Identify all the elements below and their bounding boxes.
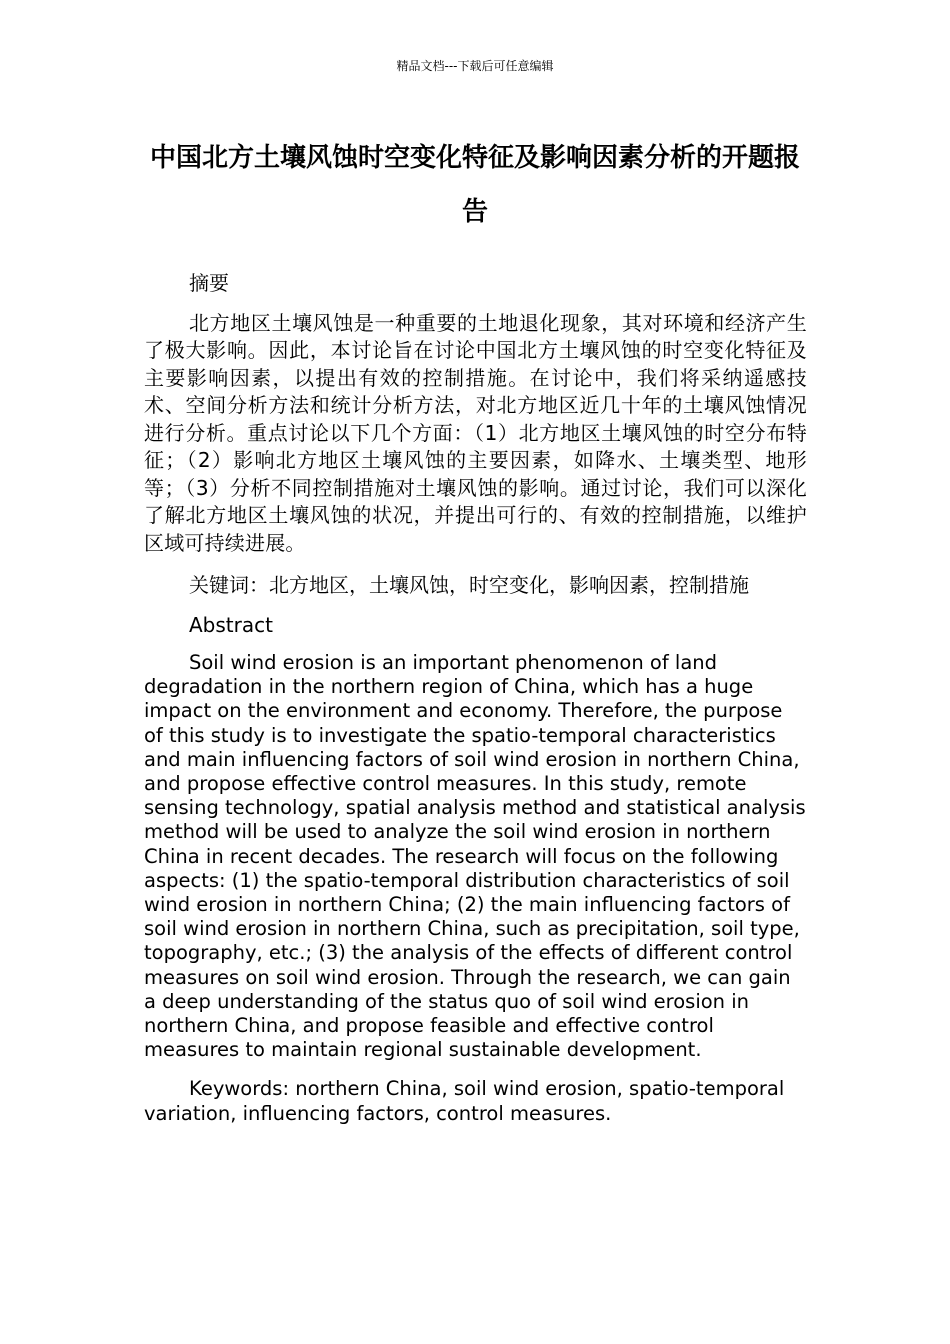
abstract-cn-paragraph: 北方地区土壤风蚀是一种重要的土地退化现象，其对环境和经济产生了极大影响。因此，本讨论旨在讨论中国北方土壤风蚀的时空变化特征及主要影响因素，以提出有效的控制措施。在讨论中，我们将采纳遥感技术、空间分析方法和统计分析方法，对北方地区近几十年的土壤风蚀情况进行分析。重点讨论以下几个方面：（1）北方地区土壤风蚀的时空分布特征；（2）影响北方地区土壤风蚀的主要因素，如降水、土壤类型、地形等；（3）分析不同控制措施对土壤风蚀的影响。通过讨论，我们可以深化了解北方地区土壤风蚀的状况，并提出可行的、有效的控制措施，以维护区域可持续进展。 <box>144 310 807 555</box>
abstract-cn-heading: 摘要 <box>189 271 229 295</box>
document-title: 中国北方土壤风蚀时空变化特征及影响因素分析的开题报告 <box>149 143 800 227</box>
document-body <box>144 270 807 1141</box>
keywords-en: Keywords: northern China, soil wind erosion, spatio-temporal variation, influencing factors, control measures. <box>144 1077 785 1125</box>
keywords-cn: 关键词：北方地区，土壤风蚀，时空变化，影响因素，控制措施 <box>189 573 749 597</box>
abstract-en-paragraph: Soil wind erosion is an important phenomenon of land degradation in the northern region of China, which has a huge impact on the environment and economy. Therefore, the purpose of this study is to investigate the spatio-temporal characteristics and main influencing factors of soil wind erosion in northern China, and propose effective control measures. In this study, remote sensing technology, spatial analysis method and statistical analysis method will be used to analyze the soil wind erosion in northern China in recent decades. The research will focus on the following aspects: (1) the spatio-temporal distribution characteristics of soil wind erosion in northern China; (2) the main influencing factors of soil wind erosion in northern China, such as precipitation, soil type, topography, etc.; (3) the analysis of the effects of different control measures on soil wind erosion. Through the research, we can gain a deep understanding of the status quo of soil wind erosion in northern China, and propose feasible and effective control measures to maintain regional sustainable development. <box>144 651 806 1062</box>
abstract-en-heading: Abstract <box>189 612 273 637</box>
page-header: 精品文档---下载后可任意编辑 <box>396 59 554 73</box>
